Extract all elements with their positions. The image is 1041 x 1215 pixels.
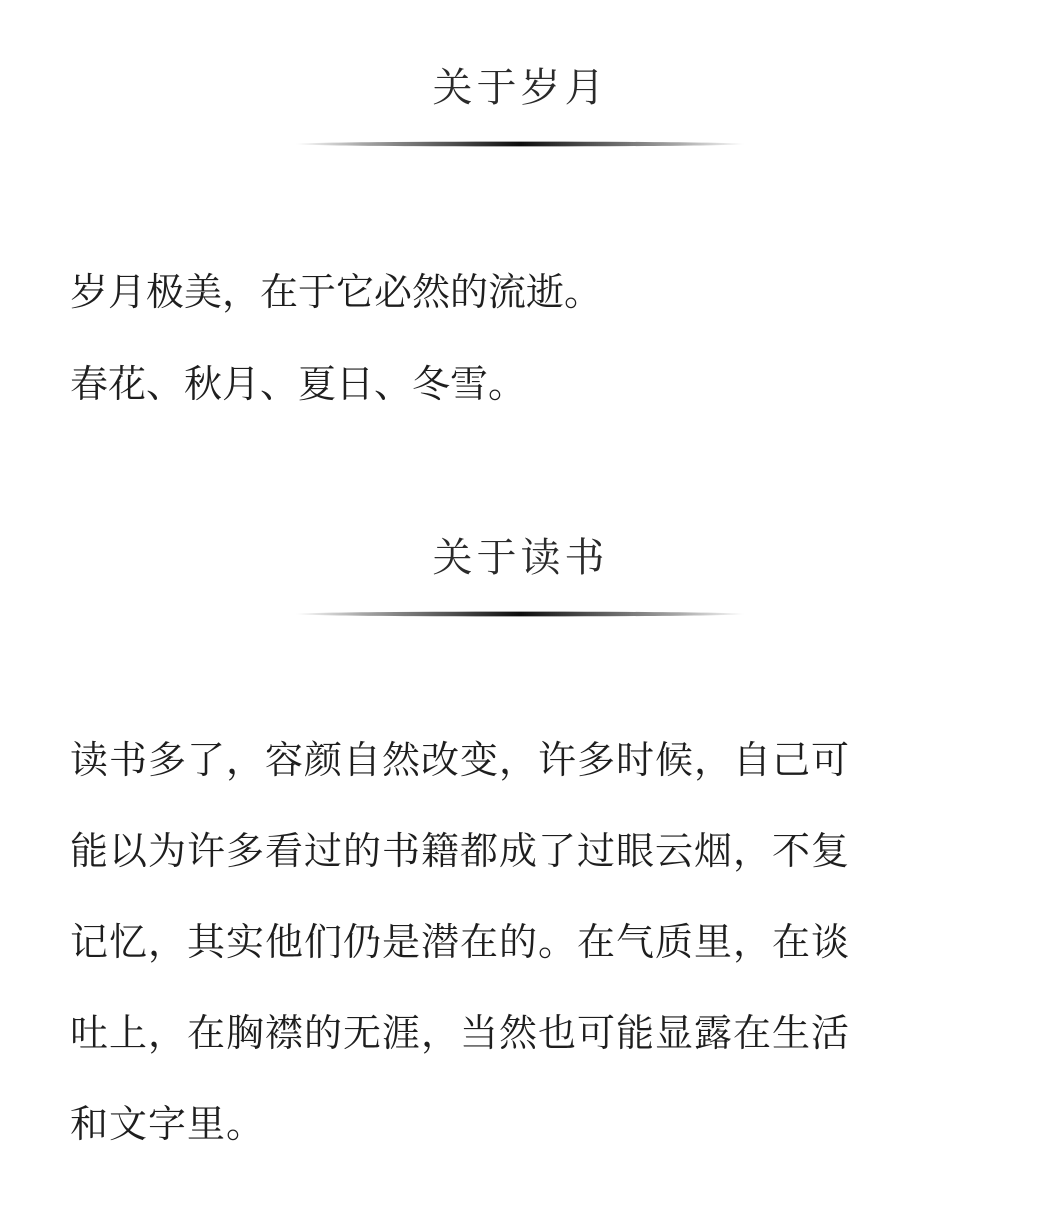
paragraph-line: 记忆，其实他们仍是潜在的。在气质里，在谈 — [70, 920, 851, 964]
section-title-reading: 关于读书 — [432, 535, 609, 581]
section-divider — [295, 142, 745, 147]
paragraph-line: 读书多了，容颜自然改变，许多时候，自己可 — [70, 738, 851, 782]
paragraph-line: 和文字里。 — [70, 1102, 266, 1146]
paragraph-reading — [70, 730, 980, 1185]
paragraph-years — [70, 262, 980, 446]
paragraph-line: 春花、秋月、夏日、冬雪。 — [70, 362, 527, 406]
section-divider — [295, 612, 745, 617]
section-title-years: 关于岁月 — [432, 65, 609, 111]
paragraph-line: 岁月极美，在于它必然的流逝。 — [70, 270, 603, 314]
paragraph-line: 能以为许多看过的书籍都成了过眼云烟，不复 — [70, 829, 851, 873]
paragraph-line: 吐上，在胸襟的无涯，当然也可能显露在生活 — [70, 1011, 851, 1055]
